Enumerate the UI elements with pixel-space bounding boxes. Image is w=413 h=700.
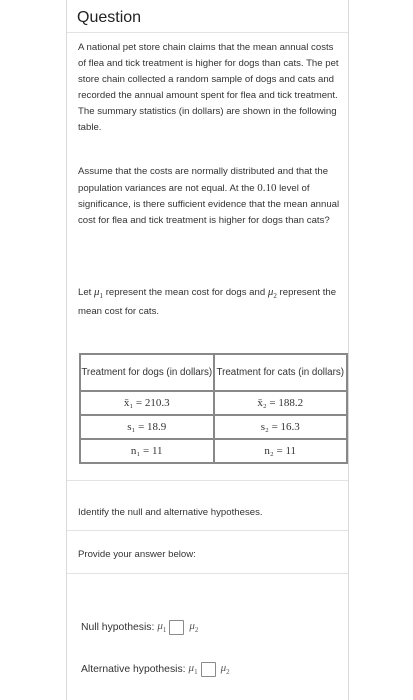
mu2-symbol: $\mu_2$ — [267, 286, 277, 301]
alternative-hypothesis-row — [81, 662, 230, 677]
question-let-statement — [78, 284, 340, 320]
table-row — [80, 391, 347, 415]
table-cell: s₂ = 16.3 — [214, 415, 348, 439]
summary-statistics-table — [79, 353, 348, 464]
question-paragraph-2 — [78, 164, 340, 229]
alt-mu1: $\mu_1$ — [188, 662, 198, 677]
let-text-a: Let — [78, 287, 95, 298]
table-row — [80, 415, 347, 439]
table-cell: n₂ = 11 — [214, 439, 348, 463]
table-header-row — [80, 354, 347, 391]
provide-answer-label: Provide your answer below: — [78, 549, 196, 560]
null-hypothesis-operator-select[interactable] — [169, 620, 184, 635]
question-header — [67, 0, 348, 33]
table-header-cats: Treatment for cats (in dollars) — [214, 354, 348, 391]
mu1-symbol: $\mu_1$ — [94, 286, 104, 301]
table-row — [80, 439, 347, 463]
table-cell: x̄₂ = 188.2 — [214, 391, 348, 415]
question-paragraph-1: A national pet store chain claims that the mean annual costs of flea and tick treatment is higher for dogs than cats. The pet store chain collected a random sample of dogs and cats and recorded the annual amount spent for flea and tick treatment. The summary statistics (in dollars) are shown in the following table. — [78, 42, 339, 133]
table-cell: s₁ = 18.9 — [80, 415, 214, 439]
table-cell: x̄₁ = 210.3 — [80, 391, 214, 415]
alternative-hypothesis-operator-select[interactable] — [201, 662, 216, 677]
provide-answer-section — [67, 530, 348, 574]
table-cell: n₁ = 11 — [80, 439, 214, 463]
null-hypothesis-label: Null hypothesis: — [81, 622, 155, 633]
null-mu1: $\mu_1$ — [157, 620, 167, 635]
paragraph-2-text-b: level of significance, is there sufficient evidence that the mean annual cost for flea and tick treatment is higher for dogs than cats? — [78, 183, 340, 226]
table-header-dogs: Treatment for dogs (in dollars) — [80, 354, 214, 391]
question-body — [67, 34, 348, 481]
significance-level: 0.10 — [257, 182, 277, 194]
question-card — [66, 0, 349, 700]
alternative-hypothesis-label: Alternative hypothesis: — [81, 664, 186, 675]
identify-instruction: Identify the null and alternative hypotheses. — [78, 507, 263, 518]
null-mu2: $\mu_2$ — [189, 620, 199, 635]
let-text-c: represent the mean cost for cats. — [78, 287, 337, 318]
paragraph-2-text-a: Assume that the costs are normally distributed and that the population variances are not equal. At the — [78, 166, 329, 194]
alt-mu2: $\mu_2$ — [220, 662, 230, 677]
page-title: Question — [77, 9, 142, 26]
null-hypothesis-row — [81, 620, 198, 635]
let-text-b: represent the mean cost for dogs and — [103, 287, 268, 298]
